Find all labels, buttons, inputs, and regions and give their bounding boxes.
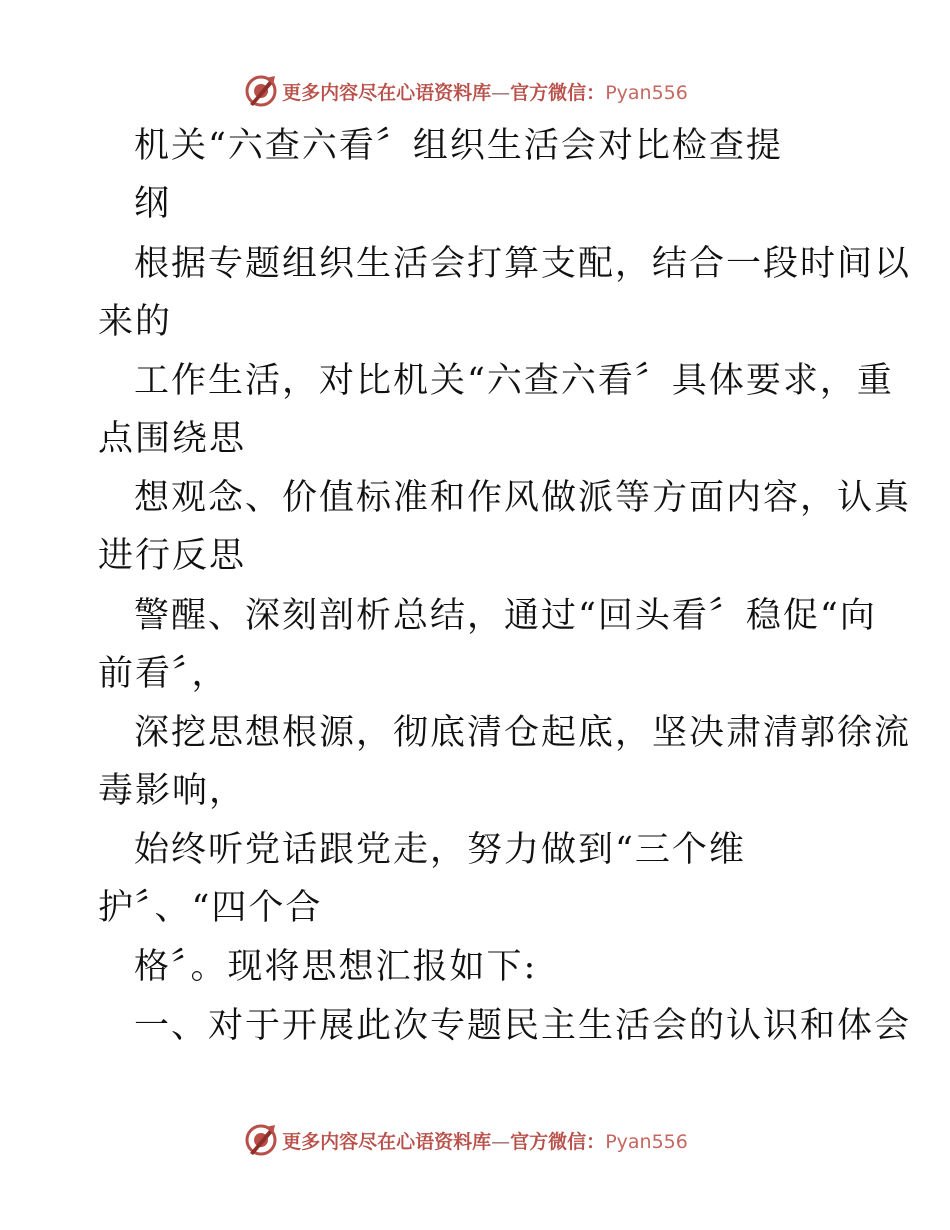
header-brand-text	[282, 78, 688, 105]
doc-line: 始终听党话跟党走，努力做到“三个维	[134, 830, 746, 870]
header-wechat-id: Pyan556	[605, 81, 688, 104]
footer-separator: —	[491, 1130, 511, 1153]
quill-seal-icon	[244, 74, 278, 108]
footer-brand: 更多内容尽在心语资料库	[282, 1130, 492, 1153]
doc-title-line-2: 纲	[134, 184, 172, 224]
doc-line: 进行反思	[98, 536, 247, 576]
doc-title-line-1: 机关“六查六看〞组织生活会对比检查提	[134, 126, 783, 166]
doc-line: 工作生活，对比机关“六查六看〞具体要求，重	[134, 361, 894, 401]
doc-section-heading: 一、对于开展此次专题民主生活会的认识和体会	[134, 1006, 912, 1046]
header-wechat-label: 官方微信：	[510, 81, 606, 104]
doc-line: 前看〞，	[98, 654, 229, 694]
quill-seal-icon	[244, 1123, 278, 1157]
footer-brand-text	[282, 1127, 688, 1154]
doc-line: 想观念、价值标准和作风做派等方面内容，认真	[134, 478, 912, 518]
doc-line: 毒影响，	[98, 771, 247, 811]
doc-line: 警醒、深刻剖析总结，通过“回头看〞稳促“向	[134, 596, 877, 636]
footer-wechat-id: Pyan556	[605, 1130, 688, 1153]
doc-line: 格〞。现将思想汇报如下:	[134, 947, 538, 987]
doc-line: 深挖思想根源，彻底清仓起底，坚决肃清郭徐流	[134, 713, 912, 753]
header-brand: 更多内容尽在心语资料库	[282, 81, 492, 104]
footer-banner	[0, 1120, 950, 1160]
doc-line: 护〞、“四个合	[98, 888, 323, 928]
header-separator: —	[491, 81, 511, 104]
doc-line: 根据专题组织生活会打算支配，结合一段时间以	[134, 244, 912, 284]
header-banner	[0, 71, 950, 111]
footer-wechat-label: 官方微信：	[510, 1130, 606, 1153]
doc-line: 来的	[98, 302, 173, 342]
doc-line: 点围绕思	[98, 419, 247, 459]
